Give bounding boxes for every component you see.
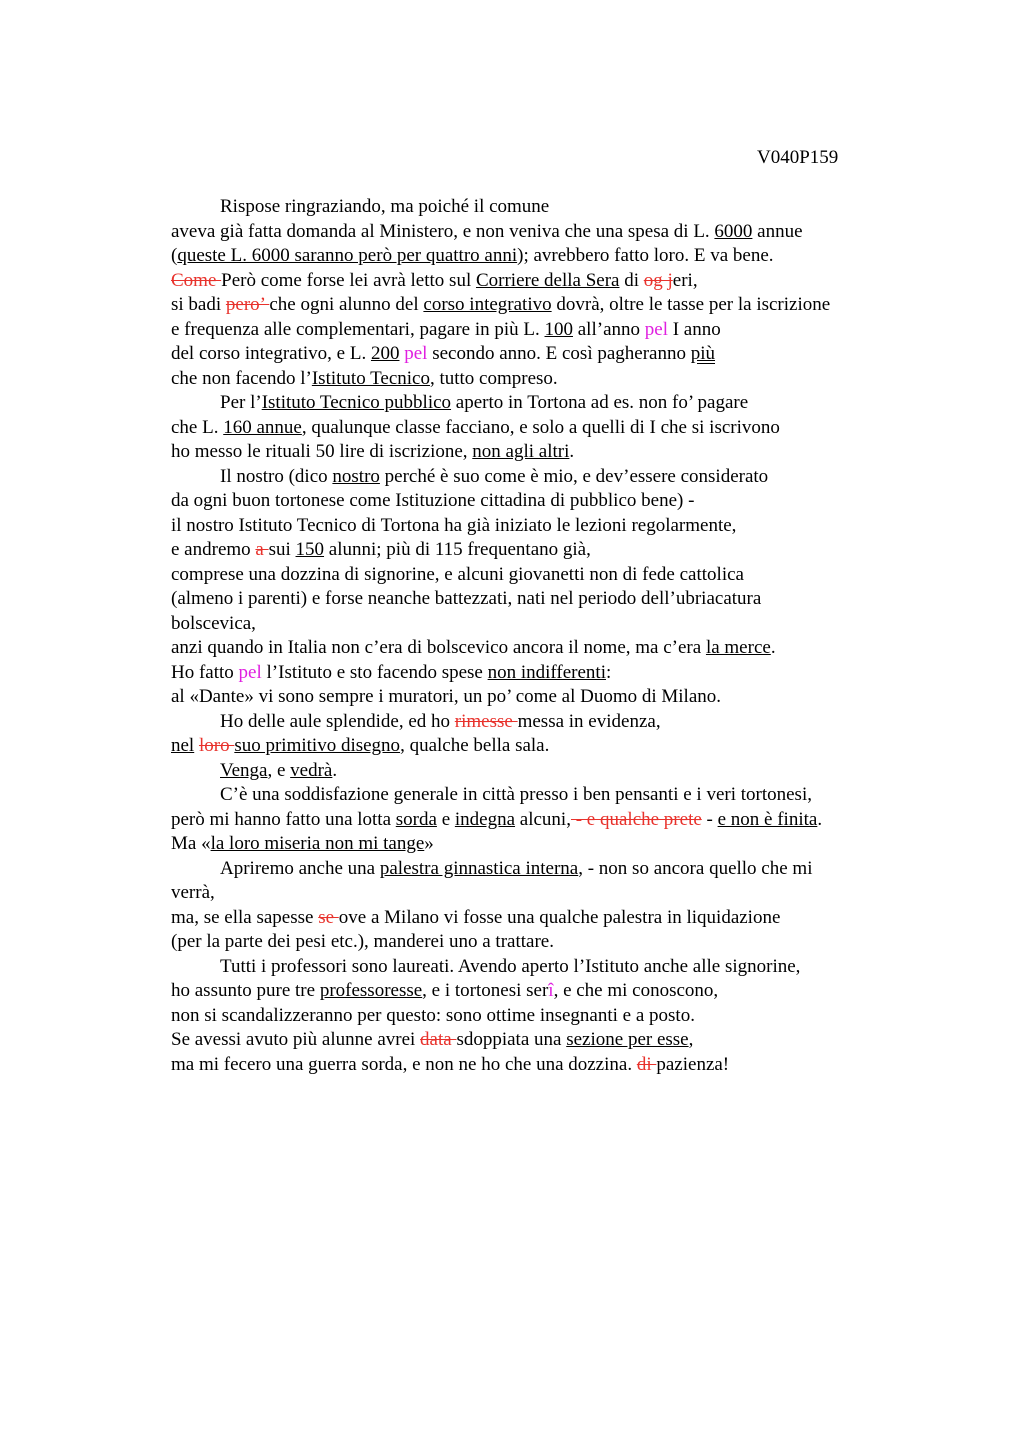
deleted-text: - e qualche prete [570,808,702,830]
deleted-text: data [420,1029,457,1050]
text-segment: ho assunto pure tre [171,980,320,1001]
text-segment: anzi quando in Italia non c’era di bolscevico ancora il nome, ma c’era [171,637,706,658]
text-segment: ma, se ella sapesse [171,906,319,928]
text-line [171,979,901,1004]
deleted-text: di [636,1053,657,1075]
text-segment: , - non so ancora quello che mi [578,857,813,879]
underlined-text: e non è finita [717,808,818,830]
underlined-text: non indifferenti [487,661,606,683]
text-segment: , qualche bella sala. [400,735,550,756]
text-segment: . [569,441,575,462]
text-line [171,783,901,808]
text-segment: Però come forse lei avrà letto sul [221,269,476,291]
text-segment: dovrà, oltre le tasse per la iscrizione [551,294,831,315]
underlined-text: Venga [220,759,268,781]
underlined-text: sorda [395,808,437,830]
text-line [171,293,901,318]
text-line [171,269,901,294]
text-line [171,440,901,465]
text-segment: all’anno [573,318,645,340]
underlined-text: 6000 [714,220,753,242]
text-segment: sui [268,539,296,560]
text-segment: ho messo le rituali 50 lire di iscrizione, [171,441,473,462]
text-segment: comprese una dozzina di signorine, e alcuni giovanetti non di fede cattolica [171,563,744,585]
underlined-text: nel [171,735,195,756]
text-segment: , e che mi conoscono, [553,980,719,1001]
text-segment: » [424,833,434,854]
text-segment: ma mi fecero una guerra sorda, e non ne ho che una dozzina. [171,1053,637,1075]
text-segment: Apriremo anche una [220,857,380,879]
text-line [171,563,901,588]
deleted-text: og j [643,269,673,291]
deleted-text: rimesse [454,710,518,732]
inserted-text: pel [404,343,428,364]
text-segment: . [817,808,823,830]
underlined-text: suo primitivo disegno [234,735,401,756]
text-segment: annue [752,220,803,242]
text-line [171,342,901,367]
deleted-text: pero’ [225,294,270,315]
text-segment: ); avrebbero fatto loro. E va bene. [517,245,774,266]
text-segment: aperto in Tortona ad es. non fo’ pagare [451,392,749,413]
text-line [171,955,901,980]
text-line [171,1053,901,1078]
text-segment: , [688,1029,694,1050]
text-segment: ove a Milano vi fosse una qualche palestra in liquidazione [338,906,781,928]
text-segment: . [332,759,338,781]
text-segment: Rispose ringraziando, ma poiché il comune [220,196,550,217]
text-segment: si badi [171,294,226,315]
text-segment: Per l’ [220,392,262,413]
text-line [171,318,901,343]
text-segment: Il nostro (dico [220,465,333,487]
text-line [171,808,901,833]
text-segment: : [605,661,612,683]
text-segment: (per la parte dei pesi etc.), manderei uno a trattare. [171,931,554,952]
text-segment: però mi hanno fatto una lotta [171,808,396,830]
text-segment: e [436,808,455,830]
double-underlined-text: più [690,343,716,364]
text-line [171,391,901,416]
text-line [171,367,901,392]
underlined-text: professoresse [319,980,423,1001]
text-line [171,734,901,759]
text-segment: , e [267,759,291,781]
inserted-text: pel [644,318,668,340]
underlined-text: 150 [295,539,325,560]
text-segment: verrà, [171,882,215,903]
text-line [171,1004,901,1029]
text-segment: , qualunque classe facciano, e solo a quelli di I che si iscrivono [301,416,780,438]
text-segment: Se avessi avuto più alunne avrei [171,1029,421,1050]
text-line [171,416,901,441]
text-segment: Tutti i professori sono laureati. Avendo aperto l’Istituto anche alle signorine, [220,955,801,977]
letter-transcription [171,195,901,1077]
text-segment: perché è suo come è mio, e dev’essere considerato [379,465,769,487]
text-line [171,220,901,245]
text-segment: pazienza! [656,1053,730,1075]
deleted-text: se [318,906,339,928]
text-line [171,514,901,539]
deleted-text: loro [198,735,235,756]
underlined-text: Istituto Tecnico [311,367,430,389]
underlined-text: non agli altri [472,441,570,462]
underlined-text: palestra ginnastica interna [379,857,579,879]
text-segment: il nostro Istituto Tecnico di Tortona ha già iniziato le lezioni regolarmente, [171,514,737,536]
text-segment: che ogni alunno del [269,294,424,315]
text-segment: secondo anno. E così pagheranno [427,343,691,364]
text-line [171,759,901,784]
underlined-text: vedrà [290,759,333,781]
text-segment: l’Istituto e sto facendo spese [261,661,488,683]
text-segment: Ma « [171,833,211,854]
text-segment: di [619,269,644,291]
text-segment: , tutto compreso. [429,367,558,389]
text-line [171,489,901,514]
text-line [171,538,901,563]
text-line [171,930,901,955]
underlined-text: 160 annue [223,416,302,438]
text-segment: Ho delle aule splendide, ed ho [220,710,455,732]
text-line [171,661,901,686]
text-segment: . [770,637,776,658]
underlined-text: indegna [454,808,516,830]
text-line [171,465,901,490]
underlined-text: Istituto Tecnico pubblico [261,392,452,413]
text-line [171,1028,901,1053]
text-segment: (almeno i parenti) e forse neanche battezzati, nati nel periodo dell’ubriacatura [171,588,762,609]
text-segment: eri, [672,269,698,291]
text-line [171,612,901,637]
text-line [171,857,901,882]
text-line [171,832,901,857]
inserted-text: pel [238,661,262,683]
text-segment: e frequenza alle complementari, pagare in più L. [171,318,545,340]
text-line [171,710,901,735]
text-line [171,881,901,906]
text-segment: al «Dante» vi sono sempre i muratori, un po’ come al Duomo di Milano. [171,686,722,707]
text-line [171,587,901,612]
underlined-text: Corriere della Sera [475,269,620,291]
text-line [171,244,901,269]
text-segment: - [701,808,718,830]
deleted-text: a [255,539,269,560]
text-line [171,636,901,661]
text-segment: del corso integrativo, e L. [171,343,371,364]
text-line [171,685,901,710]
text-segment: , e i tortonesi ser [422,980,549,1001]
underlined-text: la loro miseria non mi tange [210,833,425,854]
text-line [171,906,901,931]
text-segment: I anno [667,318,721,340]
text-segment: ( [171,245,178,266]
text-segment: che L. [171,416,224,438]
text-segment: messa in evidenza, [517,710,661,732]
text-segment: C’è una soddisfazione generale in città presso i ben pensanti e i veri tortonesi, [220,784,812,805]
page-identifier: V040P159 [757,147,839,168]
text-line [171,195,901,220]
text-segment: non si scandalizzeranno per questo: sono ottime insegnanti e a posto. [171,1004,695,1026]
underlined-text: 200 [370,343,400,364]
text-segment: sdoppiata una [456,1029,567,1050]
text-segment: aveva già fatta domanda al Ministero, e non veniva che una spesa di L. [171,220,715,242]
underlined-text: la merce [705,637,771,658]
text-segment: alcuni, [515,808,571,830]
text-segment: alunni; più di 115 frequentano già, [324,539,591,560]
underlined-text: 100 [544,318,573,340]
underlined-text: queste L. 6000 saranno però per quattro anni [177,245,518,266]
deleted-text: Come [171,269,222,291]
text-segment: Ho fatto [171,661,239,683]
underlined-text: sezione per esse [566,1029,689,1050]
text-segment: da ogni buon tortonese come Istituzione cittadina di pubblico bene) - [171,490,695,511]
underlined-text: nostro [332,465,380,487]
text-segment: che non facendo l’ [171,367,312,389]
inserted-text: î [548,980,554,1001]
underlined-text: corso integrativo [423,294,552,315]
text-segment: e andremo [171,539,256,560]
text-segment: bolscevica, [171,612,256,634]
